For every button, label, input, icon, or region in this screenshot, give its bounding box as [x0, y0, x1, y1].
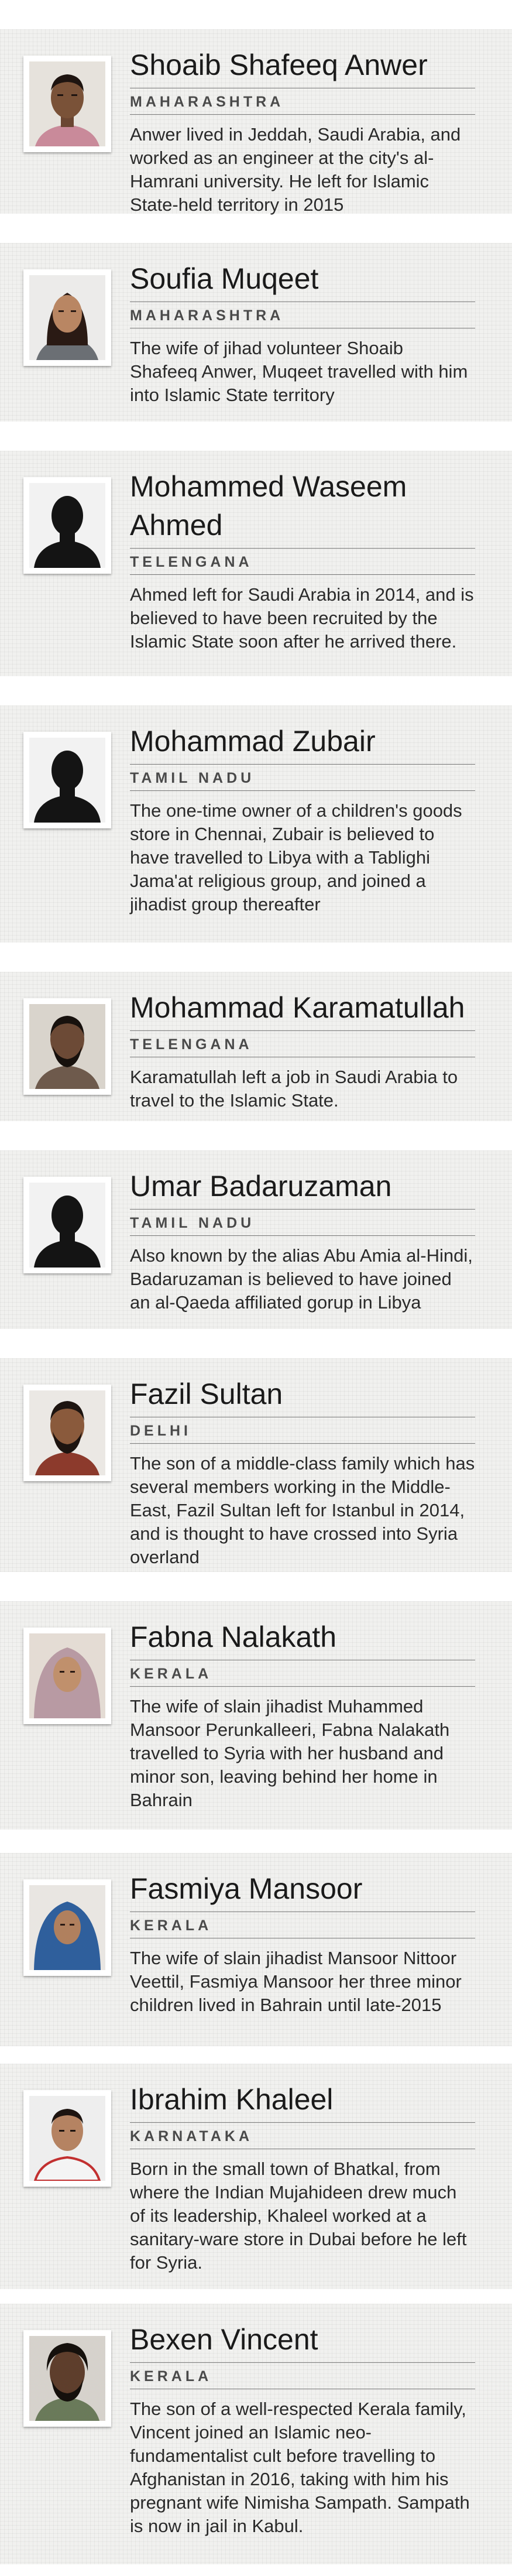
profile-bio: The son of a middle-class family which has several members working in the Middle-East, Fazil Sultan left for Istanbul in 2014, and is thought to have crossed into Syria overland	[130, 1453, 475, 1567]
profile-photo-frame	[23, 1177, 111, 1273]
profile-bio: Born in the small town of Bhatkal, from where the Indian Mujahideen drew much of its leadership, Khaleel worked at a sanitary-ware store in Dubai before he left for Syria.	[130, 2159, 467, 2273]
profile-photo	[29, 1390, 105, 1475]
profile-photo-frame	[23, 56, 111, 152]
profile-card	[0, 705, 512, 943]
profile-name: Mohammad Zubair	[130, 725, 376, 758]
profile-bio: The wife of jihad volunteer Shoaib Shafeeq Anwer, Muqeet travelled with him into Islamic State territory	[130, 338, 468, 405]
profile-bio: Ahmed left for Saudi Arabia in 2014, and is believed to have been recruited by the Islamic State soon after he arrived there.	[130, 584, 474, 652]
profile-name: Fabna Nalakath	[130, 1621, 337, 1653]
profile-name: Ibrahim Khaleel	[130, 2083, 334, 2116]
profile-name: Mohammed Waseem Ahmed	[130, 470, 407, 542]
profile-state: TELENGANA	[130, 1030, 475, 1057]
profile-state: TAMIL NADU	[130, 764, 475, 791]
profile-bio: Anwer lived in Jeddah, Saudi Arabia, and worked as an engineer at the city's al-Hamrani university. He left for Islamic State-held territory in 2015	[130, 124, 461, 215]
profile-card	[0, 29, 512, 214]
profile-state: DELHI	[130, 1417, 475, 1444]
profile-name: Soufia Muqeet	[130, 262, 319, 295]
profile-card	[0, 1853, 512, 2046]
silhouette-icon	[29, 483, 105, 568]
profile-photo	[29, 2096, 105, 2181]
profile-photo	[29, 2336, 105, 2421]
profile-name: Mohammad Karamatullah	[130, 991, 465, 1024]
profile-photo	[29, 275, 105, 360]
profile-photo-frame	[23, 1879, 111, 1976]
profile-name: Umar Badaruzaman	[130, 1170, 392, 1203]
profile-name: Shoaib Shafeeq Anwer	[130, 49, 428, 81]
profile-photo	[29, 1183, 105, 1268]
profile-state: MAHARASHTRA	[130, 302, 475, 328]
profile-photo	[29, 738, 105, 823]
profile-bio: The wife of slain jihadist Mansoor Nittoor Veettil, Fasmiya Mansoor her three minor children lived in Bahrain until late-2015	[130, 1948, 462, 2015]
profile-photo-frame	[23, 477, 111, 574]
profile-photo	[29, 1885, 105, 1970]
profile-photo-frame	[23, 732, 111, 828]
profile-name: Fazil Sultan	[130, 1378, 283, 1410]
profile-name: Bexen Vincent	[130, 2323, 318, 2356]
profile-state: KARNATAKA	[130, 2122, 475, 2149]
profile-state: KERALA	[130, 1660, 475, 1687]
profile-photo	[29, 1633, 105, 1718]
profile-bio: The one-time owner of a children's goods store in Chennai, Zubair is believed to have travelled to Libya with a Tablighi Jama'at religious group, and joined a jihadist group thereafter	[130, 800, 462, 914]
profile-bio: Also known by the alias Abu Amia al-Hindi, Badaruzaman is believed to have joined an al-Qaeda affiliated gorup in Libya	[130, 1245, 473, 1313]
profile-photo	[29, 1004, 105, 1089]
profile-photo	[29, 61, 105, 146]
profile-bio: Karamatullah left a job in Saudi Arabia to travel to the Islamic State.	[130, 1067, 458, 1111]
profile-card	[0, 2304, 512, 2564]
silhouette-icon	[29, 738, 105, 823]
profile-card	[0, 1358, 512, 1572]
profile-photo-frame	[23, 269, 111, 366]
profile-photo-frame	[23, 1385, 111, 1481]
profile-bio: The wife of slain jihadist Muhammed Mansoor Perunkalleeri, Fabna Nalakath travelled to Syria with her husband and minor son, leaving behind her home in Bahrain	[130, 1696, 450, 1810]
profile-photo-frame	[23, 1628, 111, 1724]
profile-name: Fasmiya Mansoor	[130, 1872, 363, 1905]
profile-state: TAMIL NADU	[130, 1209, 475, 1236]
profile-photo-frame	[23, 998, 111, 1095]
profile-photo	[29, 483, 105, 568]
profile-state: KERALA	[130, 1912, 475, 1938]
profile-bio: The son of a well-respected Kerala family, Vincent joined an Islamic neo-fundamentalist cult before travelling to Afghanistan in 2016, taking with him his pregnant wife Nimisha Sampath. Sampath is now in jail in Kabul.	[130, 2399, 470, 2536]
profile-photo-frame	[23, 2090, 111, 2187]
profile-state: KERALA	[130, 2362, 475, 2389]
silhouette-icon	[29, 1183, 105, 1268]
profile-card	[0, 1150, 512, 1329]
profile-card	[0, 1601, 512, 1830]
profile-card	[0, 243, 512, 422]
profile-card	[0, 451, 512, 676]
profile-card	[0, 972, 512, 1121]
profile-state: TELENGANA	[130, 548, 475, 575]
profile-photo-frame	[23, 2330, 111, 2427]
profile-state: MAHARASHTRA	[130, 88, 475, 115]
profile-card	[0, 2064, 512, 2289]
